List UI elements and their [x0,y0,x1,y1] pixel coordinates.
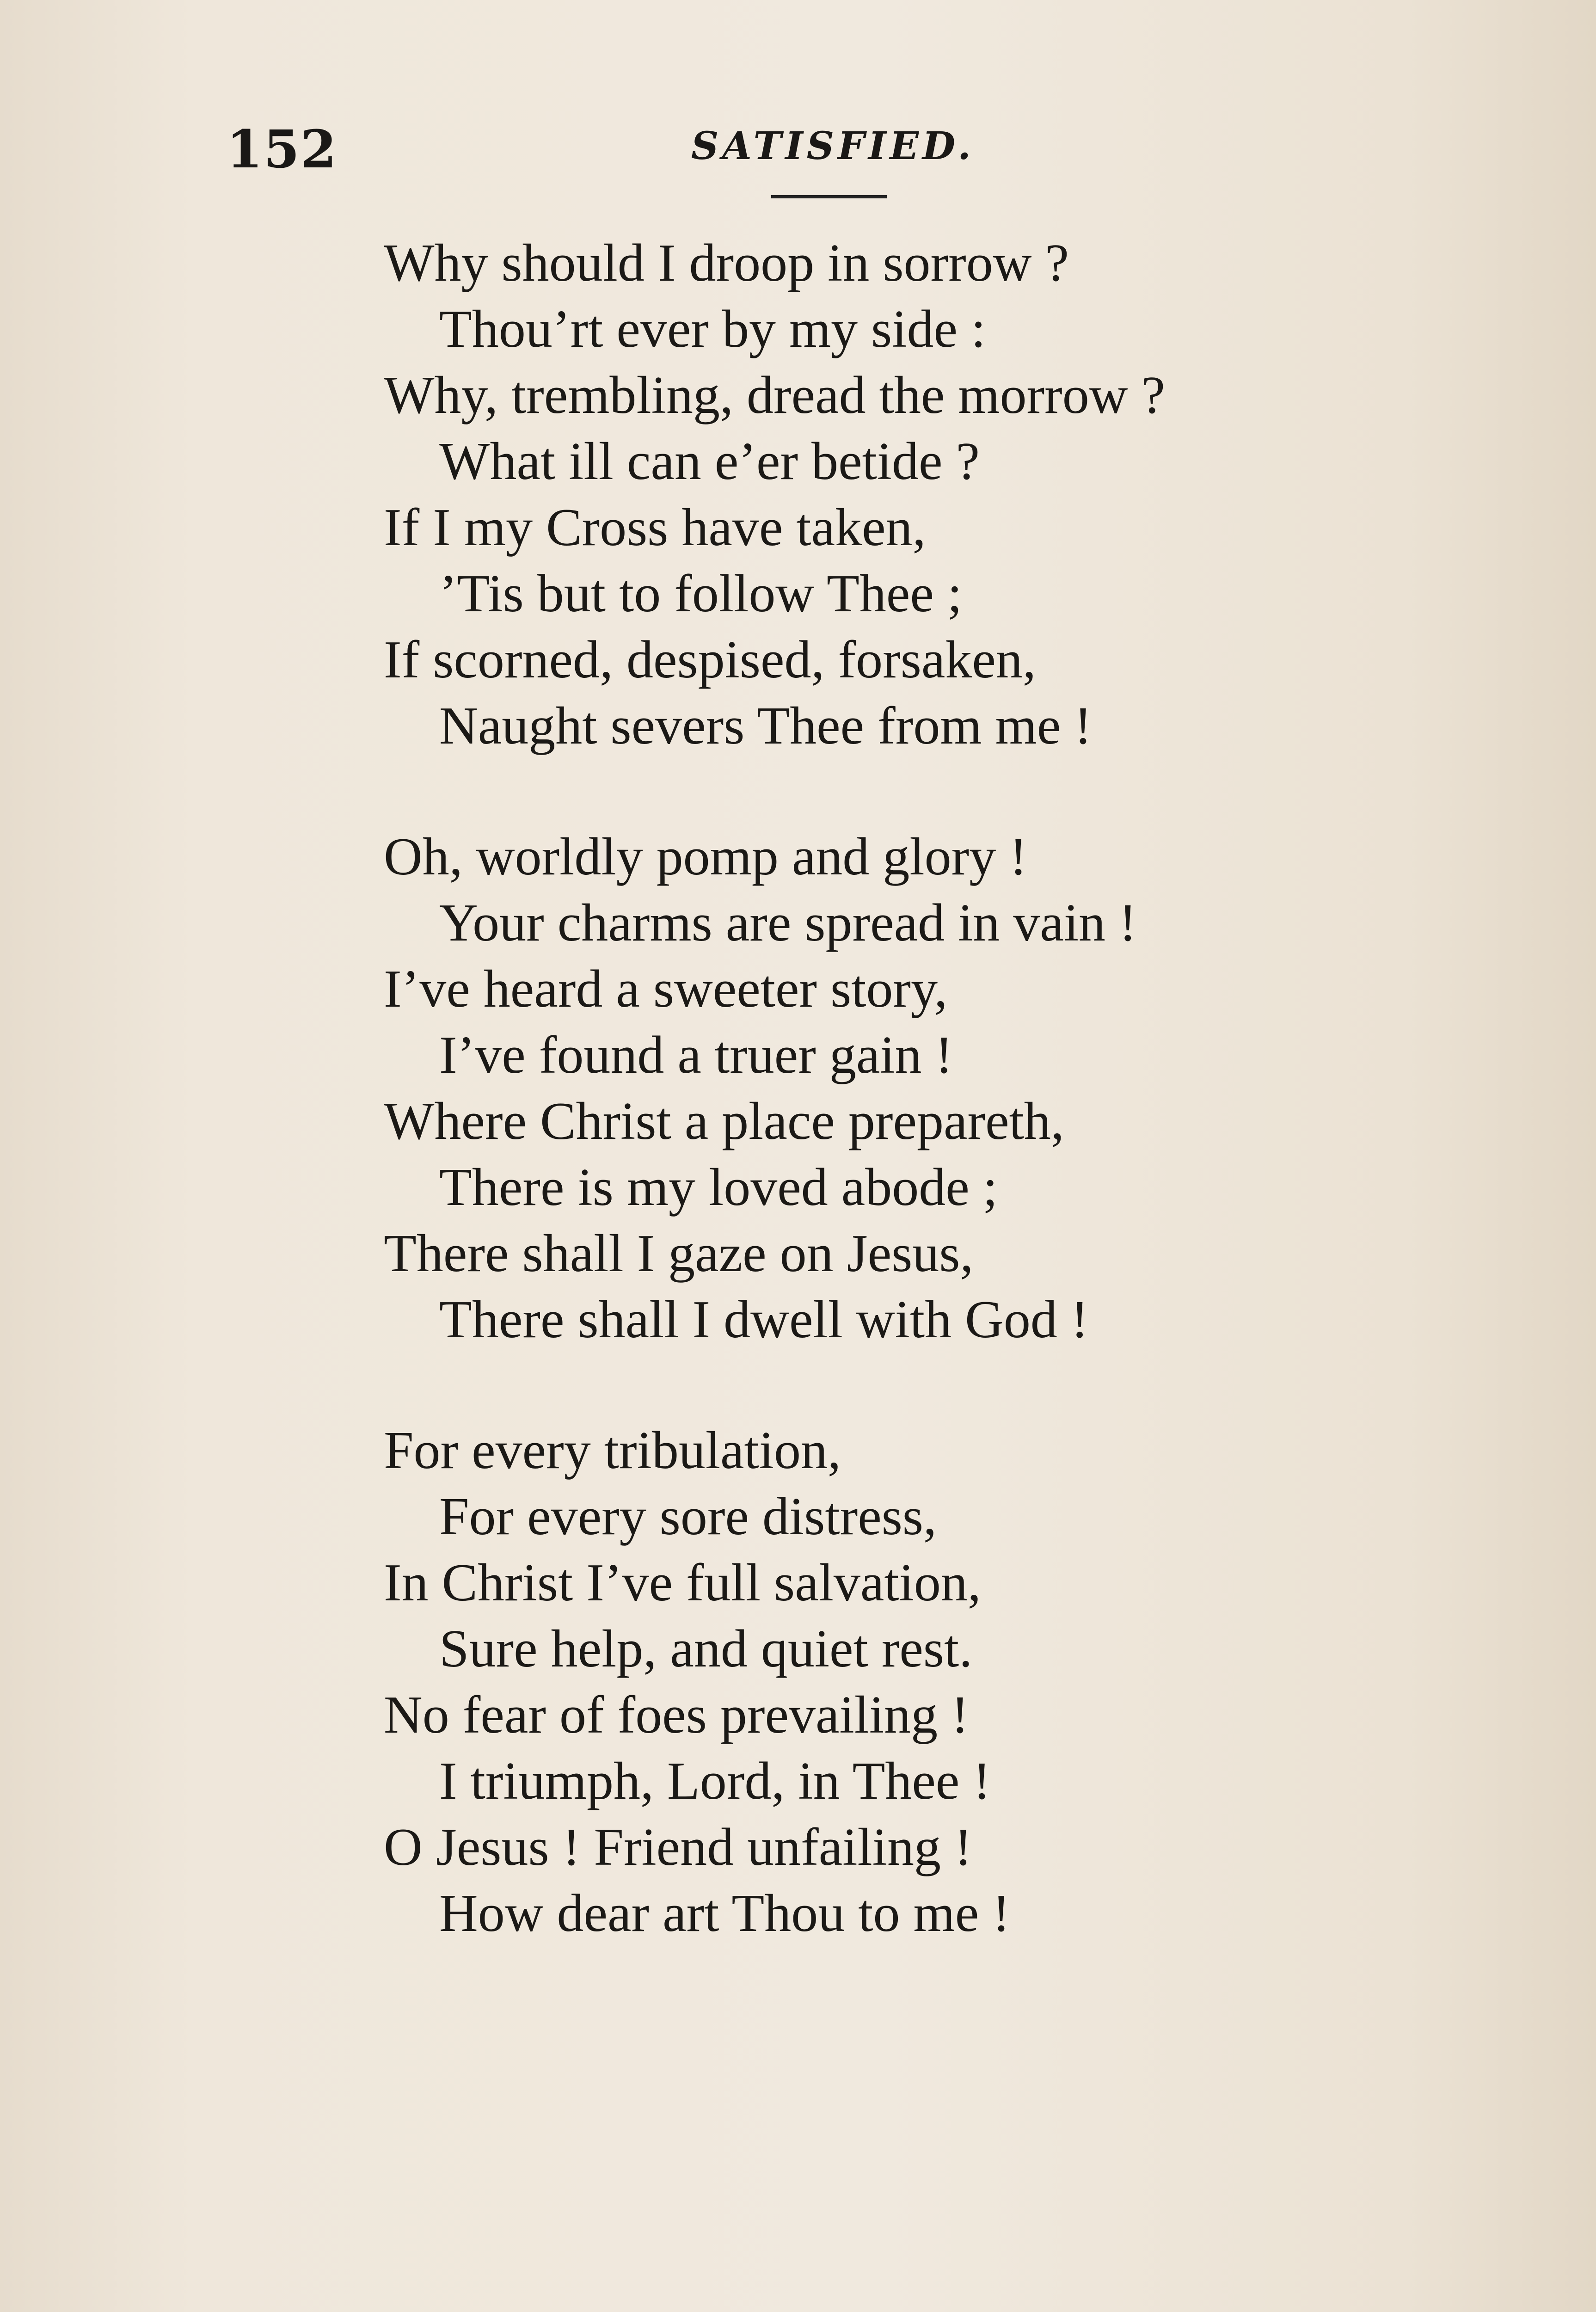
poem-line: If scorned, despised, forsaken, [384,630,1036,689]
stanza-3 [384,1418,1308,1947]
running-title: SATISFIED. [691,124,975,168]
poem-line: In Christ I’ve full salvation, [384,1553,981,1612]
poem-line: Where Christ a place prepareth, [384,1092,1064,1151]
stanza-2 [384,824,1308,1353]
poem-line: Your charms are spread in vain ! [439,893,1137,953]
poem-line: There shall I dwell with God ! [439,1290,1089,1349]
poem-line: If I my Cross have taken, [384,498,926,557]
title-rule-divider [771,195,887,198]
poem-line: What ill can e’er betide ? [439,432,980,491]
poem-line: How dear art Thou to me ! [439,1884,1010,1943]
poem-line: Thou’rt ever by my side : [439,300,986,359]
poem-line: I’ve heard a sweeter story, [384,959,948,1019]
poem-line: For every tribulation, [384,1421,841,1480]
poem-line: I’ve found a truer gain ! [439,1026,953,1085]
poem-line: Why, trembling, dread the morrow ? [384,366,1166,425]
poem-line: Oh, worldly pomp and glory ! [384,827,1027,886]
stanza-1 [384,230,1308,759]
poem-line: No fear of foes prevailing ! [384,1685,969,1745]
poem-line: Sure help, and quiet rest. [439,1619,973,1679]
poem-line: For every sore distress, [439,1487,937,1546]
poem-line: O Jesus ! Friend unfailing ! [384,1818,972,1877]
poem-line: Why should I droop in sorrow ? [384,234,1069,293]
poem-line: There shall I gaze on Jesus, [384,1224,974,1283]
poem-line: Naught severs Thee from me ! [439,696,1092,756]
poem-line: I triumph, Lord, in Thee ! [439,1752,991,1811]
poem-line: ’Tis but to follow Thee ; [439,564,963,623]
page-number: 152 [227,119,338,180]
poem-body [384,230,1308,2011]
poem-line: There is my loved abode ; [439,1158,998,1217]
